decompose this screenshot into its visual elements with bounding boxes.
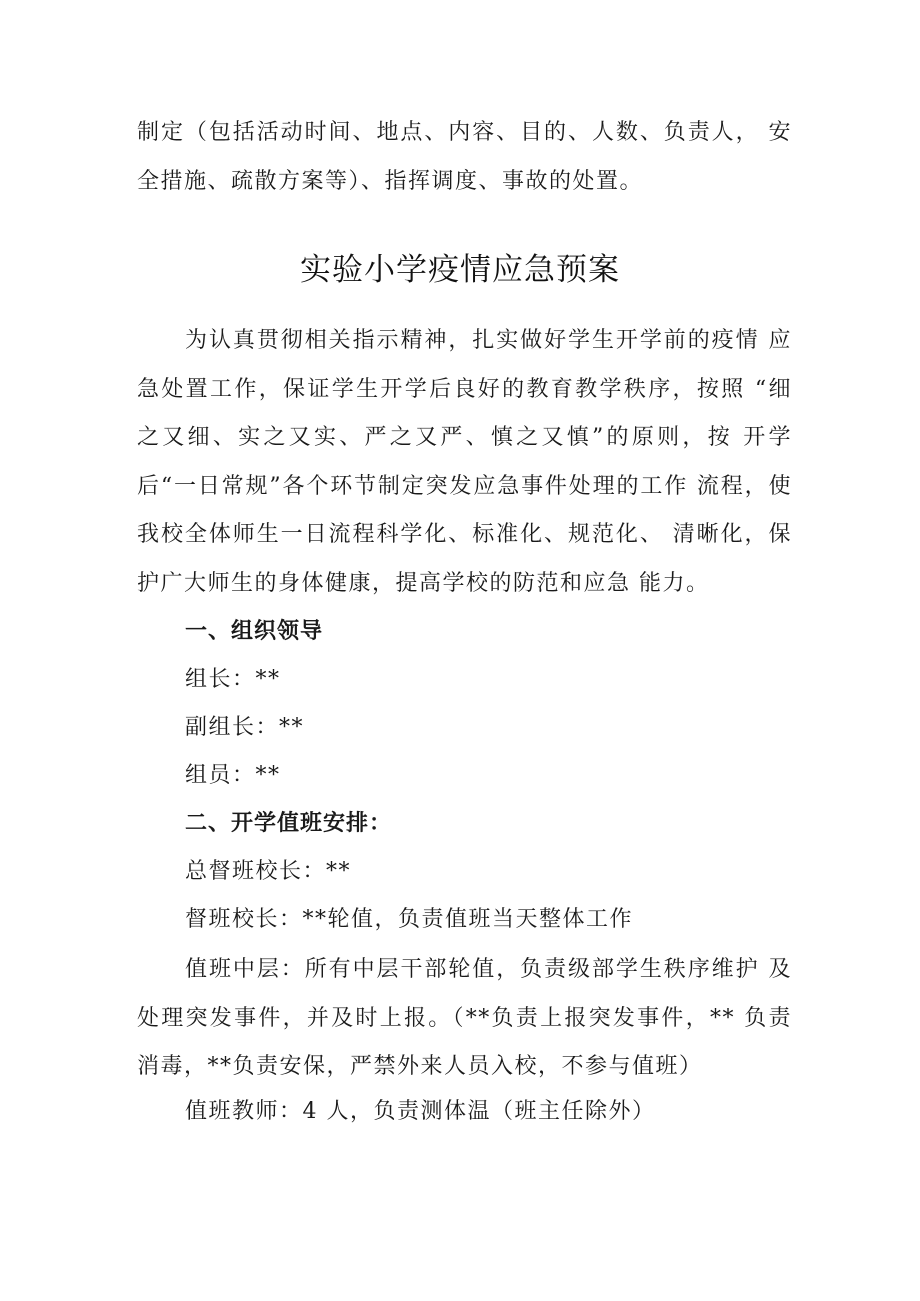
document-title: 实验小学疫情应急预案 <box>300 252 620 288</box>
group-members: 组员：** <box>185 763 281 788</box>
intro-paragraph: 制定（包括活动时间、地点、内容、目的、人数、负责人， 安全措施、疏散方案等）、指挥调度、事故的处置。 <box>137 120 792 194</box>
section-heading-organization: 一、组织领导 <box>185 619 324 644</box>
duty-teachers: 值班教师：4 人，负责测体温（班主任除外） <box>185 1099 656 1124</box>
preamble-paragraph: 为认真贯彻相关指示精神，扎实做好学生开学前的疫情 应急处置工作，保证学生开学后良好的教育教学秩序，按照 “细之又细、实之又实、严之又严、慎之又慎”的原则，按 开学后“一日常规”各个环节制定突发应急事件处理的工作 流程，使我校全体师生一日流程科学化、标准化、规范化、 清晰化，保护广大师生的身体健康，提高学校的防范和应急 能力。 <box>137 328 792 596</box>
group-leader: 组长：** <box>185 667 281 692</box>
deputy-leader: 副组长：** <box>185 715 305 740</box>
middle-management-paragraph: 值班中层：所有中层干部轮值，负责级部学生秩序维护 及处理突发事件，并及时上报。（**负责上报突发事件，** 负责消毒，**负责安保，严禁外来人员入校，不参与值班） <box>137 957 792 1079</box>
section-heading-duty: 二、开学值班安排： <box>185 811 393 836</box>
chief-supervisor: 总督班校长：** <box>185 859 352 884</box>
duty-supervisor: 督班校长：**轮值，负责值班当天整体工作 <box>185 907 634 932</box>
